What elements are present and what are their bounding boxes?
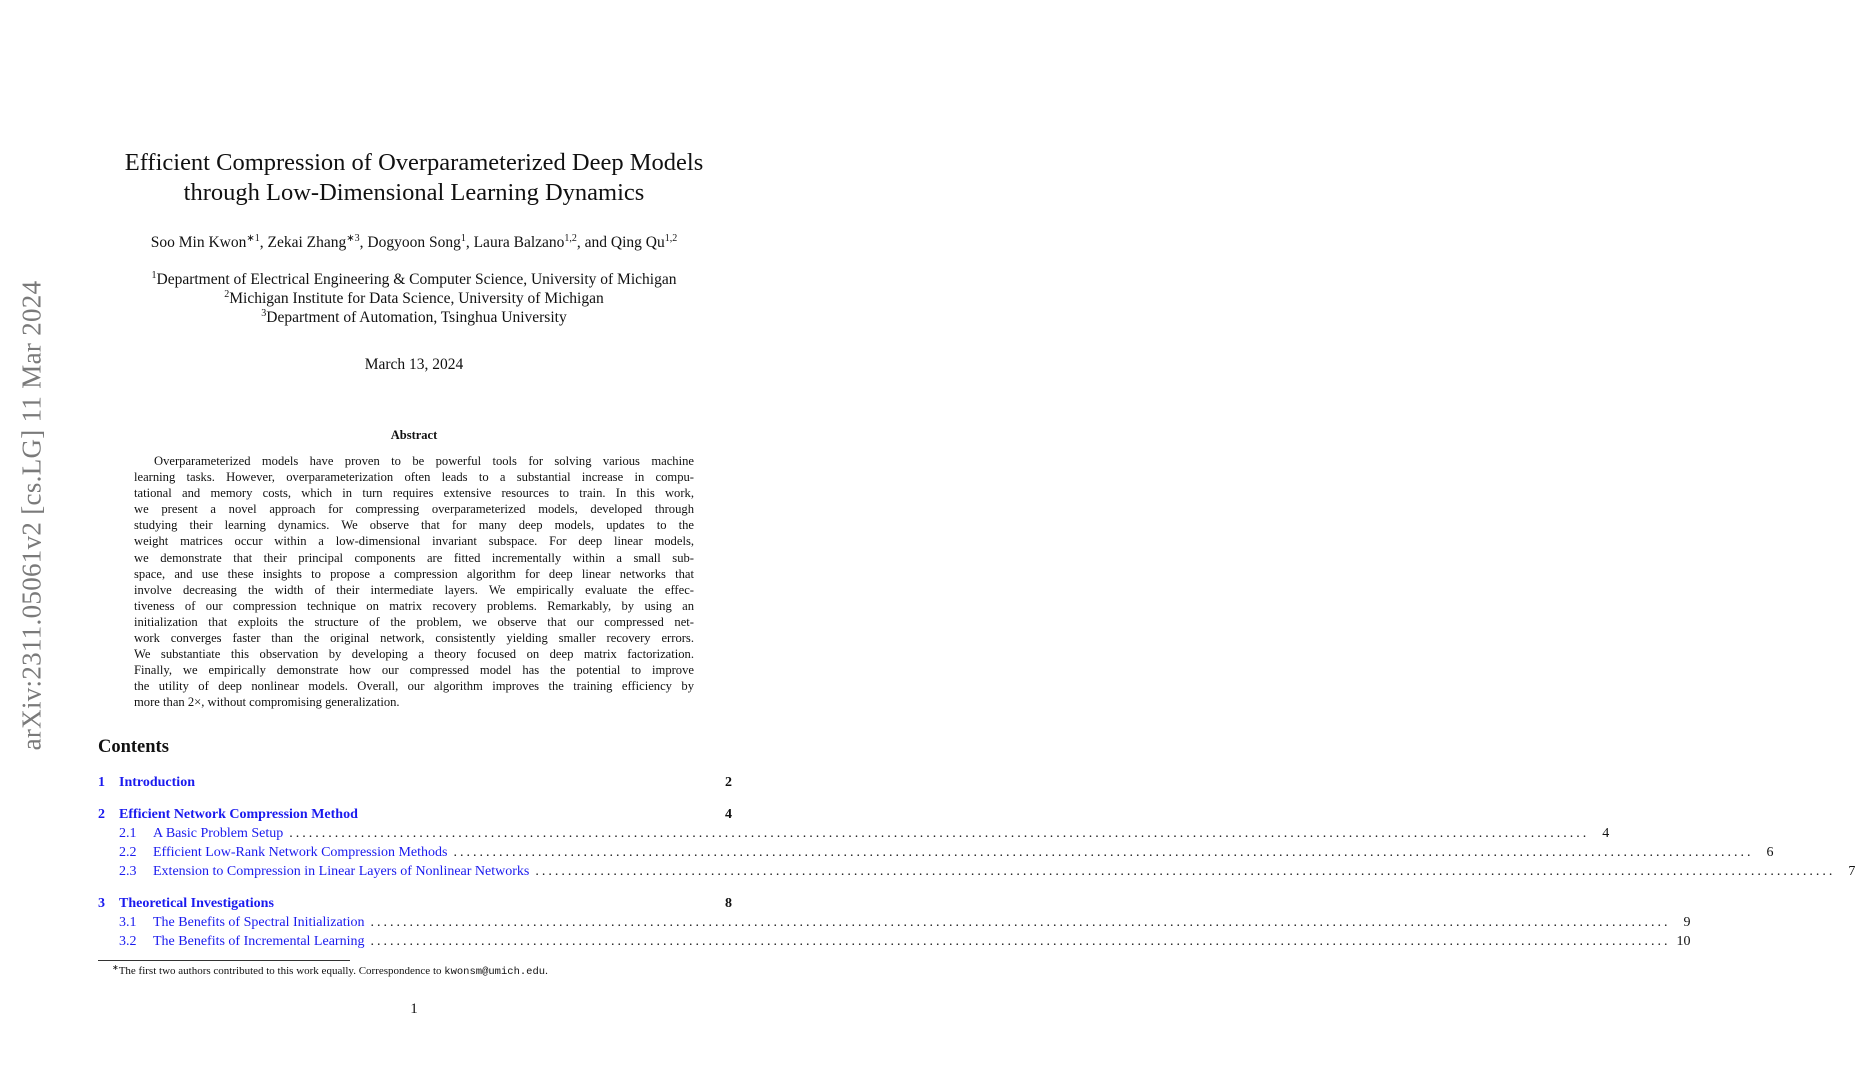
toc-subsection-low-rank-methods[interactable] [98,845,1774,864]
toc-subsection-spectral-init[interactable] [98,915,1691,934]
author-name: Qing Qu [610,234,665,251]
toc-leader-dots: ........................................................................................................................................................................................................ [370,915,1671,930]
footnote-mark: ∗ [112,963,119,972]
toc-page-number: 7 [1848,864,1855,879]
author-separator: , [259,234,268,251]
abstract-line: tational and memory costs, which in turn requires extensive resources to train. In this work, [134,486,694,501]
toc-section-introduction[interactable] [98,775,732,794]
affiliation-text: Michigan Institute for Data Science, University of Michigan [229,290,604,307]
author-name: Soo Min Kwon [150,234,247,251]
affiliation-mark: 1 [151,270,157,281]
toc-section-compression-method[interactable] [98,807,732,826]
abstract-line: we demonstrate that their principal components are fitted incrementally within a small sub- [134,550,694,565]
toc-subsection-incremental-learning[interactable] [98,934,1691,953]
toc-number[interactable]: 2.3 [119,864,137,879]
toc-link[interactable]: Efficient Low-Rank Network Compression Methods [153,845,448,860]
toc-number[interactable]: 1 [98,775,105,790]
contents-heading: Contents [98,737,169,757]
arxiv-side-identifier [14,270,50,760]
abstract-line: space, and use these insights to propose a compression algorithm for deep linear networks that [134,566,694,581]
abstract-line: learning tasks. However, overparameterization often leads to a substantial increase in compu- [134,470,694,485]
toc-page-number: 4 [1602,826,1610,841]
title-line: through Low-Dimensional Learning Dynamics [183,179,645,206]
toc-leader-dots: ........................................................................................................................................................................................................ [370,934,1671,949]
author-name: Dogyoon Song [367,234,461,251]
abstract-line: initialization that exploits the structure of the problem, we observe that our compressed net- [134,614,694,629]
toc-page-number: 6 [1766,845,1774,860]
abstract-line: We substantiate this observation by developing a theory focused on deep matrix factorization. [134,647,694,662]
footnote-text: The first two authors contributed to this work equally. Correspondence to [118,965,445,977]
abstract-line: tiveness of our compression technique on matrix recovery problems. Remarkably, by using an [134,598,694,613]
footnote-email[interactable]: kwonsm@umich.edu [444,966,546,978]
abstract-line: Overparameterized models have proven to be powerful tools for solving various machine [154,454,694,468]
toc-page-number: 9 [1683,915,1691,930]
toc-number[interactable]: 3.1 [119,915,137,930]
author-separator: , and [576,234,611,251]
toc-link[interactable]: A Basic Problem Setup [153,826,284,841]
affiliation-text: Department of Electrical Engineering & Computer Science, University of Michigan [156,271,677,288]
abstract-line: work converges faster than the original network, consistently yielding smaller recovery errors. [134,631,694,646]
footnote [112,965,548,978]
page-number: 1 [410,1001,418,1017]
abstract-heading: Abstract [390,428,438,442]
author-mark: 1,2 [564,233,577,244]
affiliation-text: Department of Automation, Tsinghua University [266,309,567,326]
footnote-rule [98,960,350,961]
footnote-end: . [545,965,548,977]
abstract-line: involve decreasing the width of their intermediate layers. We empirically evaluate the effec- [134,582,694,597]
toc-link[interactable]: Efficient Network Compression Method [119,807,358,822]
toc-page-number: 4 [725,807,732,822]
author-separator: , [359,234,368,251]
publication-date: March 13, 2024 [364,356,464,373]
affiliations [60,270,768,327]
toc-leader-dots: ........................................................................................................................................................................................................ [535,864,1836,879]
table-of-contents [98,775,1855,953]
toc-subsection-problem-setup[interactable] [98,826,1610,845]
abstract-body [134,453,694,711]
toc-section-theory[interactable] [98,896,732,915]
toc-link[interactable]: Theoretical Investigations [119,896,274,911]
toc-page-number: 10 [1676,934,1691,949]
toc-number[interactable]: 3 [98,896,105,911]
arxiv-id-text: arXiv:2311.05061v2 [cs.LG] 11 Mar 2024 [16,280,47,750]
affiliation [60,308,768,327]
abstract-line: the utility of deep nonlinear models. Overall, our algorithm improves the training efficiency by [134,679,694,694]
toc-number[interactable]: 3.2 [119,934,137,949]
toc-number[interactable]: 2 [98,807,105,822]
toc-subsection-nonlinear-extension[interactable] [98,864,1855,883]
author-mark: 1 [460,233,466,244]
affiliation-mark: 2 [224,289,230,300]
author-mark: ∗1 [246,233,260,244]
affiliation [60,270,768,289]
author-name: Laura Balzano [473,234,565,251]
toc-link[interactable]: Introduction [119,775,195,790]
paper-title [90,148,738,208]
toc-link[interactable]: The Benefits of Incremental Learning [153,934,365,949]
author-mark: ∗3 [346,233,360,244]
abstract-line: more than 2×, without compromising generalization. [134,695,400,710]
toc-page-number: 2 [725,775,732,790]
affiliation-mark: 3 [261,308,267,319]
abstract-line: weight matrices occur within a low-dimensional invariant subspace. For deep linear models, [134,534,694,549]
toc-page-number: 8 [725,896,732,911]
toc-number[interactable]: 2.2 [119,845,137,860]
author-name: Zekai Zhang [267,234,347,251]
author-list [60,234,768,252]
author-separator: , [465,234,474,251]
toc-leader-dots: ........................................................................................................................................................................................................ [453,845,1754,860]
toc-leader-dots: ........................................................................................................................................................................................................ [289,826,1590,841]
abstract-line: studying their learning dynamics. We observe that for many deep models, updates to the [134,518,694,533]
abstract-line: we present a novel approach for compressing overparameterized models, developed through [134,502,694,517]
affiliation [60,289,768,308]
toc-link[interactable]: The Benefits of Spectral Initialization [153,915,365,930]
toc-number[interactable]: 2.1 [119,826,137,841]
abstract-line: Finally, we empirically demonstrate how our compressed model has the potential to improve [134,663,694,678]
author-mark: 1,2 [664,233,678,244]
title-line: Efficient Compression of Overparameterized Deep Models [124,149,704,176]
toc-link[interactable]: Extension to Compression in Linear Layers of Nonlinear Networks [153,864,530,879]
